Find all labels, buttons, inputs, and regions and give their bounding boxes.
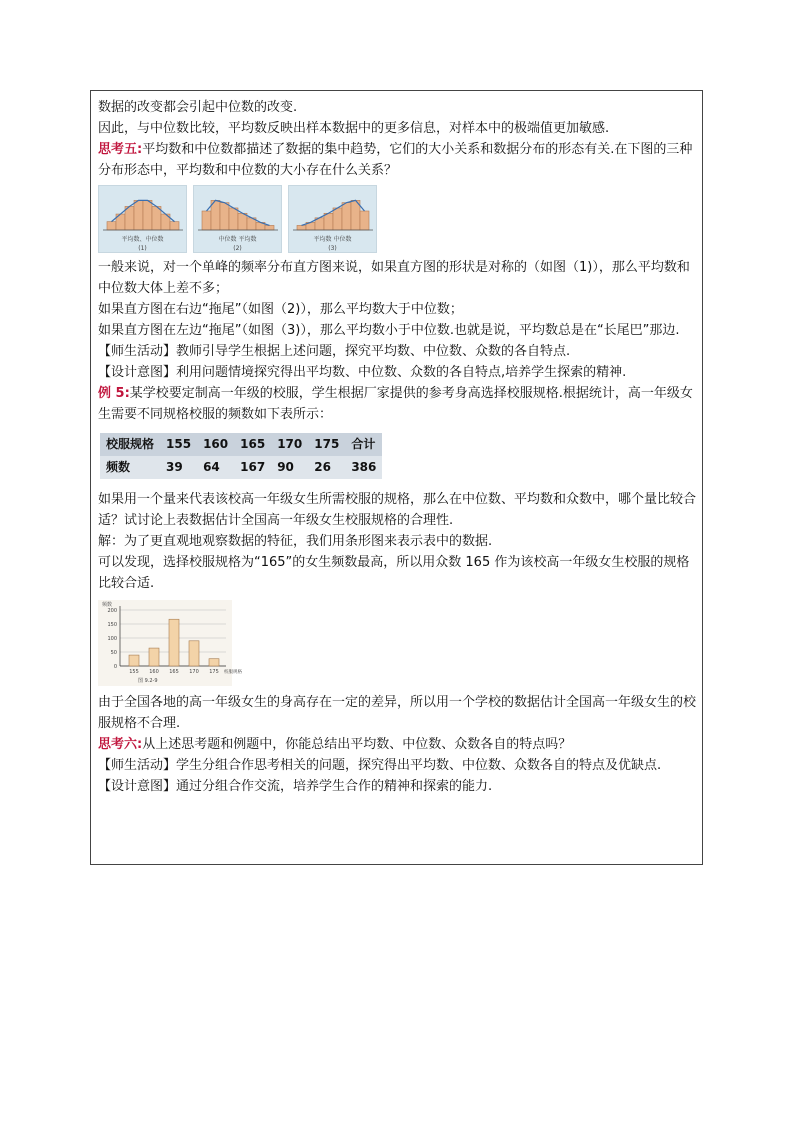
histogram-svg [194,186,281,236]
y-tick-label: 150 [107,622,117,628]
y-tick-label: 100 [107,636,117,642]
x-tick-label: 155 [129,669,139,675]
histogram-labels: 中位数 平均数 [218,236,257,243]
histogram-caption: (3) [328,245,337,252]
histogram-bar [333,208,342,230]
histogram-bar [202,211,211,230]
table-cell: 155 [160,433,197,456]
histogram-labels: 平均数、中位数 [121,236,164,243]
activity-1: 【师生活动】教师引导学生根据上述问题，探究平均数、中位数、众数的各自特点. [98,344,571,359]
table-cell: 合计 [345,433,382,456]
histogram-figures [98,185,698,253]
table-row [100,456,382,479]
x-tick-label: 165 [169,669,179,675]
histogram-bar [324,213,333,230]
text-line: 由于全国各地的高一年级女生的身高存在一定的差异，所以用一个学校的数据估计全国高一年级女生的校服规格不合理. [98,695,697,731]
histogram-bar [170,222,179,230]
text-line: 如果直方图在右边“拖尾”（如图（2)），那么平均数大于中位数； [98,302,463,317]
histogram-bar [297,225,306,230]
table-cell: 167 [234,456,271,479]
y-tick-label: 200 [107,608,117,614]
table-cell: 165 [234,433,271,456]
example5-text: 某学校要定制高一年级的校服，学生根据厂家提供的参考身高选择校服规格.根据统计，高一年级女生需要不同规格校服的频数如下表所示： [98,386,693,422]
bar [149,648,159,666]
table-cell: 386 [345,456,382,479]
histogram-bar [143,200,152,230]
table-cell: 频数 [100,456,160,479]
table-cell: 170 [271,433,308,456]
content [98,97,698,797]
think6-text: 从上述思考题和例题中，你能总结出平均数、中位数、众数各自的特点吗？ [142,737,572,752]
think5-label: 思考五: [98,142,143,157]
histogram-svg [289,186,376,236]
text-line: 解：为了更直观地观察数据的特征，我们用条形图来表示表中的数据. [98,534,493,549]
x-axis-label: 校服规格 [224,670,242,675]
text-line: 如果直方图在左边“拖尾”（如图（3)），那么平均数小于中位数.也就是说，平均数总是在“长尾巴”那边. [98,323,680,338]
text-line: 一般来说，对一个单峰的频率分布直方图来说，如果直方图的形状是对称的（如图（1)），那么平均数和中位数大体上差不多； [98,260,690,296]
histogram-bar [360,211,369,230]
bar [169,619,179,666]
text-line: 可以发现，选择校服规格为“165”的女生频数最高，所以用众数 165 作为该校高一年级女生校服的规格比较合适. [98,555,690,591]
histogram-bar [125,206,134,230]
histogram-bar [134,200,143,230]
activity-2: 【师生活动】学生分组合作思考相关的问题，探究得出平均数、中位数、众数各自的特点及优缺点. [98,758,662,773]
histogram-3 [288,185,377,253]
think6-label: 思考六: [98,737,143,752]
table-cell: 160 [197,433,234,456]
table-cell: 39 [160,456,197,479]
histogram-bar [107,222,116,230]
lesson-frame [90,90,703,865]
intent-2: 【设计意图】通过分组合作交流，培养学生合作的精神和探索的能力. [98,779,493,794]
bar [129,655,139,666]
histogram-caption: (2) [233,245,242,252]
histogram-bar [265,225,274,230]
table-cell: 175 [308,433,345,456]
frequency-table [100,433,382,479]
bar-chart [98,600,242,686]
table-cell: 校服规格 [100,433,160,456]
y-axis-label: 频数 [102,602,113,608]
bar-chart-svg [98,600,242,686]
think5-text: 平均数和中位数都描述了数据的集中趋势，它们的大小关系和数据分布的形态有关.在下图的三种分布形态中，平均数和中位数的大小存在什么关系？ [98,142,693,178]
x-tick-label: 175 [209,669,219,675]
think6-paragraph [98,734,698,755]
x-tick-label: 160 [149,669,159,675]
table-header-row [100,433,382,456]
chart-caption: 图 9.2-9 [138,678,158,684]
bar [209,659,219,666]
table-cell: 64 [197,456,234,479]
example5-paragraph [98,383,698,425]
histogram-bar [152,206,161,230]
text-line: 数据的改变都会引起中位数的改变. [98,100,298,115]
histogram-bar [238,213,247,230]
histogram-bar [229,208,238,230]
y-tick-label: 50 [110,650,117,656]
think5-paragraph [98,139,698,181]
histogram-svg [99,186,186,236]
text-line: 如果用一个量来代表该校高一年级女生所需校服的规格，那么在中位数、平均数和众数中，哪个量比较合适？试讨论上表数据估计全国高一年级女生校服规格的合理性. [98,492,697,528]
intent-1: 【设计意图】利用问题情境探究得出平均数、中位数、众数的各自特点,培养学生探索的精神. [98,365,627,380]
table-cell: 26 [308,456,345,479]
bar [189,641,199,666]
table-cell: 90 [271,456,308,479]
y-tick-label: 0 [113,664,117,670]
example5-label: 例 5: [98,386,130,401]
histogram-caption: (1) [138,245,147,252]
histogram-2 [193,185,282,253]
histogram-labels: 平均数 中位数 [313,236,352,243]
histogram-bar [342,203,351,230]
text-line: 因此，与中位数比较，平均数反映出样本数据中的更多信息，对样本中的极端值更加敏感. [98,121,610,136]
x-tick-label: 170 [189,669,199,675]
histogram-1 [98,185,187,253]
histogram-bar [220,203,229,230]
